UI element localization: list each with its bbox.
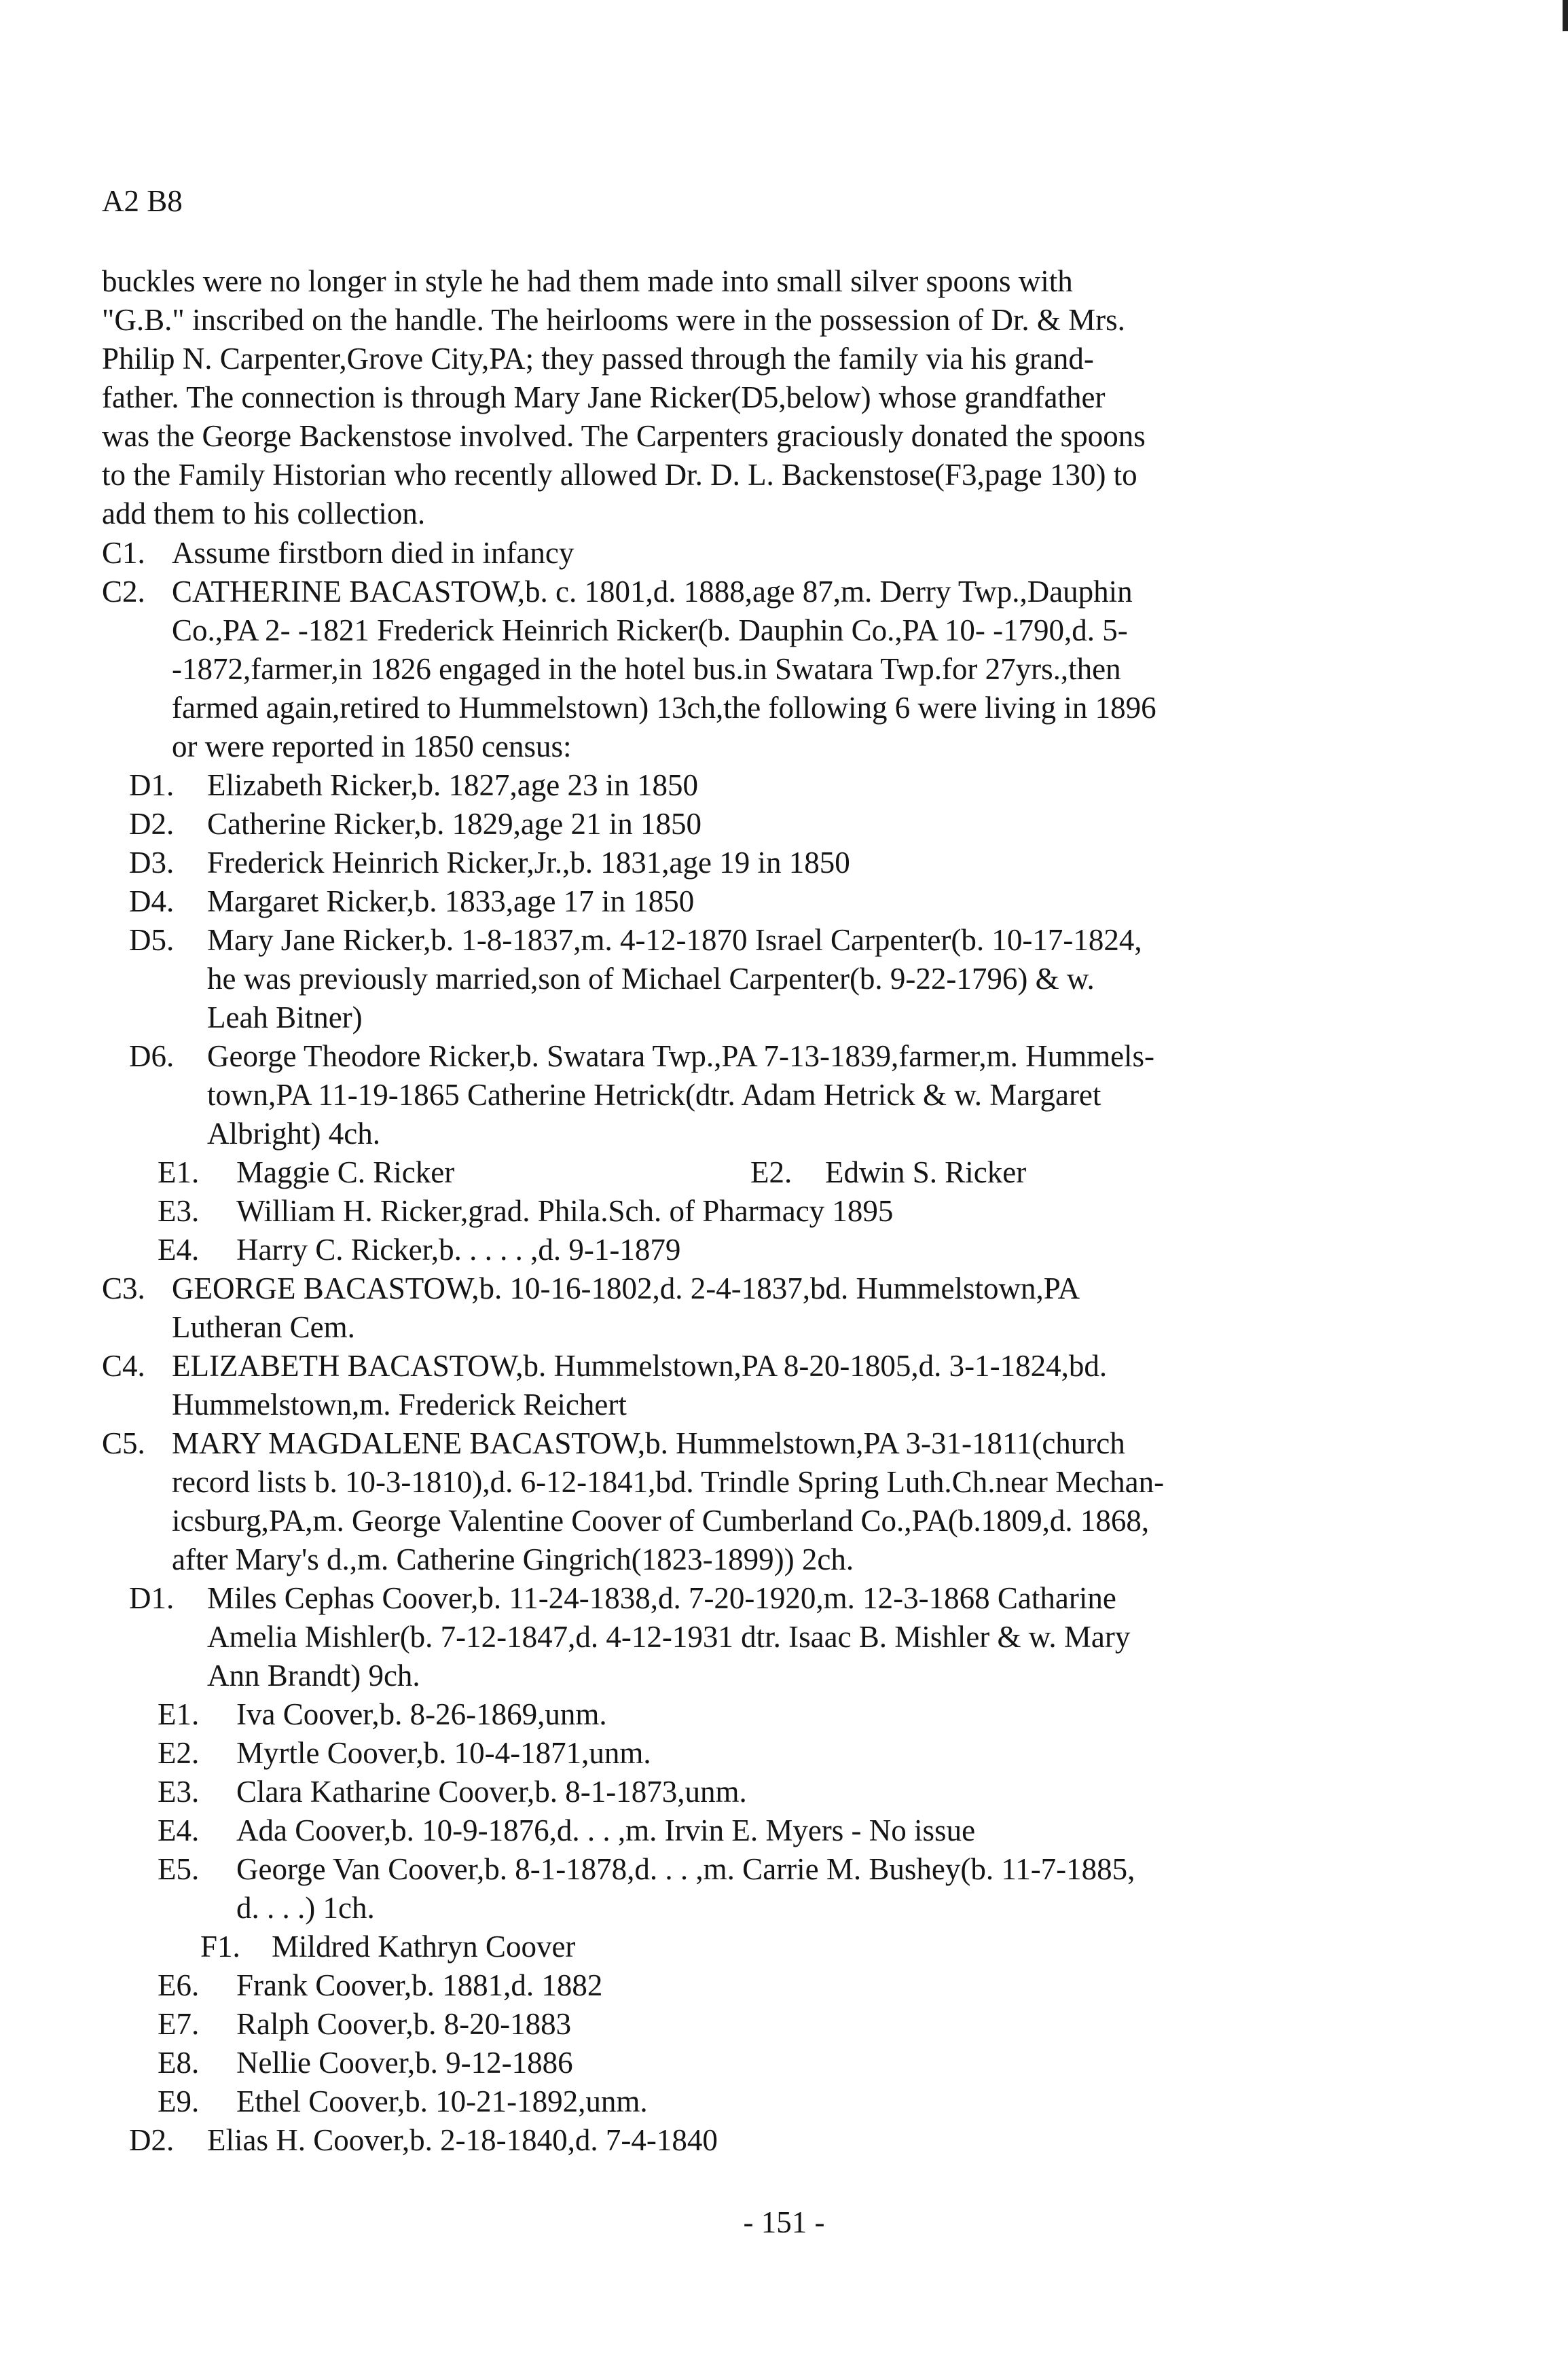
entry-text: Ada Coover,b. 10-9-1876,d. . . ,m. Irvin E. Myers - No issue xyxy=(236,1813,976,1847)
entry-label: E9. xyxy=(158,2084,200,2118)
entry-label: D6. xyxy=(129,1039,175,1073)
entry-label: E1. xyxy=(158,1697,200,1731)
entry-text: Co.,PA 2- -1821 Frederick Heinrich Ricker(b. Dauphin Co.,PA 10- -1790,d. 5- xyxy=(172,613,1128,647)
entry-line xyxy=(102,1231,1379,1269)
entry-text: Assume firstborn died in infancy xyxy=(172,536,575,570)
entry-label: E4. xyxy=(158,1813,200,1847)
entry-line xyxy=(102,1734,1379,1773)
entry-label: E6. xyxy=(158,1968,200,2002)
entry-text: Miles Cephas Coover,b. 11-24-1838,d. 7-20-1920,m. 12-3-1868 Catharine xyxy=(207,1581,1116,1615)
genealogy-entries xyxy=(102,534,1379,2160)
entry-label: E7. xyxy=(158,2007,200,2041)
entry-text: Harry C. Ricker,b. . . . . ,d. 9-1-1879 xyxy=(236,1233,681,1267)
entry-text: Myrtle Coover,b. 10-4-1871,unm. xyxy=(236,1736,651,1770)
entry-text: Mildred Kathryn Coover xyxy=(272,1930,576,1964)
entry-text: CATHERINE BACASTOW,b. c. 1801,d. 1888,age 87,m. Derry Twp.,Dauphin xyxy=(172,575,1133,609)
entry-text: -1872,farmer,in 1826 engaged in the hotel bus.in Swatara Twp.for 27yrs.,then xyxy=(172,652,1121,686)
page-number: - 151 - xyxy=(743,2205,825,2239)
entry-text: record lists b. 10-3-1810),d. 6-12-1841,bd. Trindle Spring Luth.Ch.near Mechan- xyxy=(172,1465,1165,1499)
entry-text: Elizabeth Ricker,b. 1827,age 23 in 1850 xyxy=(207,768,699,802)
entry-continuation-line xyxy=(102,727,1379,766)
entry-continuation-line xyxy=(102,1657,1379,1695)
entry-line xyxy=(102,1424,1379,1463)
entry-text: William H. Ricker,grad. Phila.Sch. of Pharmacy 1895 xyxy=(236,1194,894,1228)
entry-text: Mary Jane Ricker,b. 1-8-1837,m. 4-12-1870 Israel Carpenter(b. 10-17-1824, xyxy=(207,923,1142,957)
entry-text: Hummelstown,m. Frederick Reichert xyxy=(172,1388,627,1422)
entry-text: Maggie C. Ricker xyxy=(236,1155,455,1189)
entry-line xyxy=(102,1850,1379,1889)
entry-line xyxy=(102,1579,1379,1618)
entry-line xyxy=(102,844,1379,882)
entry-label: D2. xyxy=(129,807,175,841)
entry-label: C3. xyxy=(102,1271,145,1305)
entry-label: D4. xyxy=(129,884,175,918)
entry-continuation-line xyxy=(102,998,1379,1037)
entry-label: F1. xyxy=(200,1930,240,1964)
entry-text: Ralph Coover,b. 8-20-1883 xyxy=(236,2007,572,2041)
entry-text: Frank Coover,b. 1881,d. 1882 xyxy=(236,1968,603,2002)
entry-continuation-line xyxy=(102,1308,1379,1347)
entry-text: Lutheran Cem. xyxy=(172,1310,355,1344)
entry-label: E2. xyxy=(158,1736,200,1770)
entry-line xyxy=(102,2121,1379,2160)
entry-text: Catherine Ricker,b. 1829,age 21 in 1850 xyxy=(207,807,702,841)
entry-text: George Van Coover,b. 8-1-1878,d. . . ,m. Carrie M. Bushey(b. 11-7-1885, xyxy=(236,1852,1135,1886)
entry-line xyxy=(102,805,1379,844)
entry-text: Margaret Ricker,b. 1833,age 17 in 1850 xyxy=(207,884,695,918)
entry-line xyxy=(102,1966,1379,2005)
intro-line: father. The connection is through Mary Jane Ricker(D5,below) whose grandfather xyxy=(102,380,1106,414)
intro-line: to the Family Historian who recently allowed Dr. D. L. Backenstose(F3,page 130) to xyxy=(102,458,1137,492)
intro-line: "G.B." inscribed on the handle. The heirlooms were in the possession of Dr. & Mrs. xyxy=(102,303,1125,337)
page-header: A2 B8 xyxy=(102,184,183,218)
entry-text: after Mary's d.,m. Catherine Gingrich(1823-1899)) 2ch. xyxy=(172,1542,854,1576)
entry-line xyxy=(102,2082,1379,2121)
entry-continuation-line xyxy=(102,1540,1379,1579)
entry-continuation-line xyxy=(102,1618,1379,1657)
entry-continuation-line xyxy=(102,1502,1379,1540)
entry-text: Edwin S. Ricker xyxy=(825,1155,1027,1189)
entry-line xyxy=(102,1153,1379,1192)
entry-label: D1. xyxy=(129,1581,175,1615)
entry-line xyxy=(102,1773,1379,1811)
entry-continuation-line xyxy=(102,650,1379,689)
entry-line xyxy=(102,921,1379,960)
entry-text: Clara Katharine Coover,b. 8-1-1873,unm. xyxy=(236,1775,747,1809)
entry-continuation-line xyxy=(102,1463,1379,1502)
entry-text: MARY MAGDALENE BACASTOW,b. Hummelstown,PA 3-31-1811(church xyxy=(172,1426,1125,1460)
entry-continuation-line xyxy=(102,1115,1379,1153)
entry-text: or were reported in 1850 census: xyxy=(172,729,572,763)
entry-text: Nellie Coover,b. 9-12-1886 xyxy=(236,2046,573,2080)
entry-text: farmed again,retired to Hummelstown) 13ch,the following 6 were living in 1896 xyxy=(172,691,1156,725)
entry-line xyxy=(102,1928,1379,1966)
entry-label: D3. xyxy=(129,846,175,880)
entry-label: C2. xyxy=(102,575,145,609)
entry-line xyxy=(102,534,1379,573)
entry-text: icsburg,PA,m. George Valentine Coover of Cumberland Co.,PA(b.1809,d. 1868, xyxy=(172,1504,1150,1538)
entry-text: GEORGE BACASTOW,b. 10-16-1802,d. 2-4-1837,bd. Hummelstown,PA xyxy=(172,1271,1080,1305)
entry-label: E2. xyxy=(750,1155,792,1189)
entry-label: E8. xyxy=(158,2046,200,2080)
entry-label: D2. xyxy=(129,2123,175,2157)
entry-text: d. . . .) 1ch. xyxy=(236,1891,375,1925)
entry-continuation-line xyxy=(102,1076,1379,1115)
entry-line xyxy=(102,1695,1379,1734)
entry-continuation-line xyxy=(102,960,1379,998)
intro-line: add them to his collection. xyxy=(102,496,426,530)
entry-line xyxy=(102,1811,1379,1850)
entry-text: Elias H. Coover,b. 2-18-1840,d. 7-4-1840 xyxy=(207,2123,718,2157)
intro-paragraph xyxy=(102,262,1379,533)
entry-line xyxy=(102,1037,1379,1076)
entry-line xyxy=(102,1347,1379,1386)
entry-continuation-line xyxy=(102,1889,1379,1928)
entry-continuation-line xyxy=(102,611,1379,650)
entry-text: Ann Brandt) 9ch. xyxy=(207,1659,420,1693)
intro-line: Philip N. Carpenter,Grove City,PA; they passed through the family via his grand- xyxy=(102,342,1094,376)
entry-label: E3. xyxy=(158,1775,200,1809)
entry-text: ELIZABETH BACASTOW,b. Hummelstown,PA 8-20-1805,d. 3-1-1824,bd. xyxy=(172,1349,1108,1383)
entry-line xyxy=(102,2005,1379,2044)
intro-line: was the George Backenstose involved. The Carpenters graciously donated the spoons xyxy=(102,419,1146,453)
entry-line xyxy=(102,1269,1379,1308)
entry-line xyxy=(102,573,1379,611)
entry-line xyxy=(102,766,1379,805)
entry-label: C5. xyxy=(102,1426,145,1460)
entry-line xyxy=(102,1192,1379,1231)
entry-text: he was previously married,son of Michael Carpenter(b. 9-22-1796) & w. xyxy=(207,962,1095,996)
entry-text: Iva Coover,b. 8-26-1869,unm. xyxy=(236,1697,607,1731)
scan-edge-mark xyxy=(1563,0,1568,31)
intro-line: buckles were no longer in style he had them made into small silver spoons with xyxy=(102,264,1073,298)
entry-label: E1. xyxy=(158,1155,200,1189)
entry-text: George Theodore Ricker,b. Swatara Twp.,PA 7-13-1839,farmer,m. Hummels- xyxy=(207,1039,1155,1073)
entry-text: Frederick Heinrich Ricker,Jr.,b. 1831,age 19 in 1850 xyxy=(207,846,850,880)
entry-label: C1. xyxy=(102,536,145,570)
entry-text: Amelia Mishler(b. 7-12-1847,d. 4-12-1931 dtr. Isaac B. Mishler & w. Mary xyxy=(207,1620,1131,1654)
entry-label: D1. xyxy=(129,768,175,802)
entry-continuation-line xyxy=(102,1386,1379,1424)
entry-line xyxy=(102,882,1379,921)
entry-continuation-line xyxy=(102,689,1379,727)
entry-text: Leah Bitner) xyxy=(207,1000,363,1034)
entry-line xyxy=(102,2044,1379,2082)
entry-text: Albright) 4ch. xyxy=(207,1117,380,1151)
entry-label: E3. xyxy=(158,1194,200,1228)
entry-label: D5. xyxy=(129,923,175,957)
entry-text: town,PA 11-19-1865 Catherine Hetrick(dtr. Adam Hetrick & w. Margaret xyxy=(207,1078,1101,1112)
entry-label: C4. xyxy=(102,1349,145,1383)
entry-label: E4. xyxy=(158,1233,200,1267)
entry-label: E5. xyxy=(158,1852,200,1886)
entry-text: Ethel Coover,b. 10-21-1892,unm. xyxy=(236,2084,648,2118)
